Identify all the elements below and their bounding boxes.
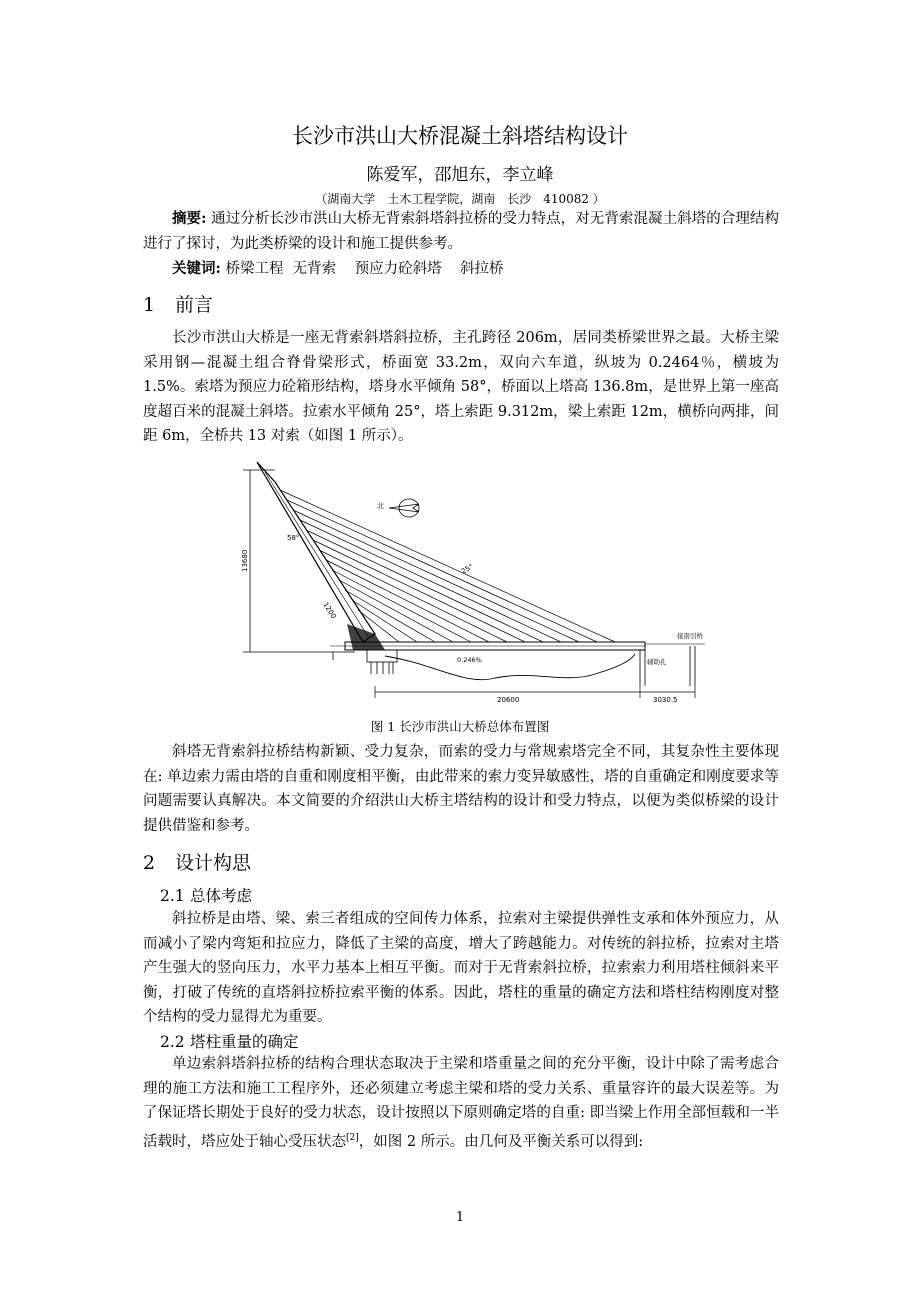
section-1-paragraph-1: 长沙市洪山大桥是一座无背索斜塔斜拉桥，主孔跨径 206m，居同类桥梁世界之最。大桥主梁采用钢—混凝土组合脊骨梁形式，桥面宽 33.2m，双向六车道，纵坡为 0.2464％，横坡为 1.5%。索塔为预应力砼箱形结构，塔身水平倾角 58°，桥面以上塔高 136.8m，是世界上第一座高度超百米的混凝土斜塔。拉索水平倾角 25°，塔上索距 9.312m，梁上索距 12m，横桥向两排，间距 6m，全桥共 13 对索（如图 1 所示）。 xyxy=(143,330,779,445)
inclined-tower xyxy=(257,462,375,642)
auxiliary-hole-label: 辅助孔 xyxy=(647,658,667,666)
bridge-layout-figure xyxy=(235,452,715,712)
abstract-label: 摘要: xyxy=(172,210,207,227)
riverbed-line xyxy=(385,654,635,680)
grade-label: 0.246% xyxy=(457,656,482,664)
affiliation: （湖南大学 土木工程学院，湖南 长沙 410082 ） xyxy=(315,192,605,206)
section-2-heading xyxy=(143,848,251,875)
section-1-title: 前言 xyxy=(175,294,214,316)
author-list: 陈爱军，邵旭东，李立峰 xyxy=(366,165,554,185)
abstract xyxy=(143,207,779,256)
approach-label: 接南引桥 xyxy=(677,632,703,640)
section-2-1-paragraph: 斜拉桥是由塔、梁、索三者组成的空间传力体系，拉索对主梁提供弹性支承和体外预应力，从而减小了梁内弯矩和拉应力，降低了主梁的高度，增大了跨越能力。对传统的斜拉桥，拉索对主塔产生强大的竖向压力，水平力基本上相互平衡。而对于无背索斜拉桥，拉索索力利用塔柱倾斜来平衡，打破了传统的直塔斜拉桥拉索平衡的体系。因此，塔柱的重量的确定方法和塔柱结构刚度对整个结构的受力显得尤为重要。 xyxy=(143,911,779,1026)
section-2-2-tail: ，如图 2 所示。由几何及平衡关系可以得到: xyxy=(358,1133,644,1150)
section-1-number: 1 xyxy=(143,294,156,316)
section-2-1-title: 总体考虑 xyxy=(190,887,253,905)
paper-title: 长沙市洪山大桥混凝土斜塔结构设计 xyxy=(292,124,628,148)
section-2-1-heading xyxy=(160,884,252,906)
cable-angle-label: 25° xyxy=(460,562,475,576)
citation-ref: [2] xyxy=(346,1132,359,1143)
section-2-1-number: 2.1 xyxy=(160,887,185,905)
abstract-text: 通过分析长沙市洪山大桥无背索斜塔斜拉桥的受力特点，对无背索混凝土斜塔的合理结构进行了探讨，为此类桥梁的设计和施工提供参考。 xyxy=(143,211,779,252)
section-2-2-text: 单边索斜塔斜拉桥的结构合理状态取决于主梁和塔重量之间的充分平衡，设计中除了需考虑合理的施工方法和施工工程序外，还必须建立考虑主梁和塔的受力关系、重量容许的最大误差等。为了保证塔长期处于良好的受力状态，设计按照以下原则确定塔的自重: 即当梁上作用全部恒载和一半活载时，塔应处于轴心受压状态 xyxy=(143,1056,779,1150)
tower-angle-label: 58° xyxy=(287,534,300,542)
section-1-paragraph-2: 斜塔无背索斜拉桥结构新颖、受力复杂，而索的受力与常规索塔完全不同，其复杂性主要体现在: 单边索力需由塔的自重和刚度相平衡，由此带来的索力变异敏感性，塔的自重确定和刚度要求等问题需要认真解决。本文简要的介绍洪山大桥主塔结构的设计和受力特点，以便为类似桥梁的设计提供借鉴和参考。 xyxy=(143,744,779,834)
section-2-2-heading xyxy=(160,1030,299,1052)
piers xyxy=(333,646,695,686)
north-label: 北 xyxy=(377,502,384,510)
section-2-2-paragraph xyxy=(143,1052,779,1154)
north-arrow-icon xyxy=(399,499,419,517)
keywords xyxy=(143,257,779,282)
cable-spacing-label: 1200 xyxy=(321,600,338,621)
section-2-2-number: 2.2 xyxy=(160,1033,185,1051)
page-number: 1 xyxy=(455,1210,465,1225)
figure-1-caption: 图 1 长沙市洪山大桥总体布置图 xyxy=(370,719,550,734)
keywords-text: 桥梁工程 无背索 预应力砼斜塔 斜拉桥 xyxy=(220,261,504,277)
span-label: 20600 xyxy=(497,696,520,704)
side-span-label: 3030.5 xyxy=(653,696,678,704)
section-2-title: 设计构思 xyxy=(175,852,252,874)
section-2-2-title: 塔柱重量的确定 xyxy=(190,1033,299,1051)
section-1-heading xyxy=(143,290,213,317)
height-label: 13680 xyxy=(241,549,249,572)
keywords-label: 关键词: xyxy=(172,260,221,277)
section-2-number: 2 xyxy=(143,852,156,874)
